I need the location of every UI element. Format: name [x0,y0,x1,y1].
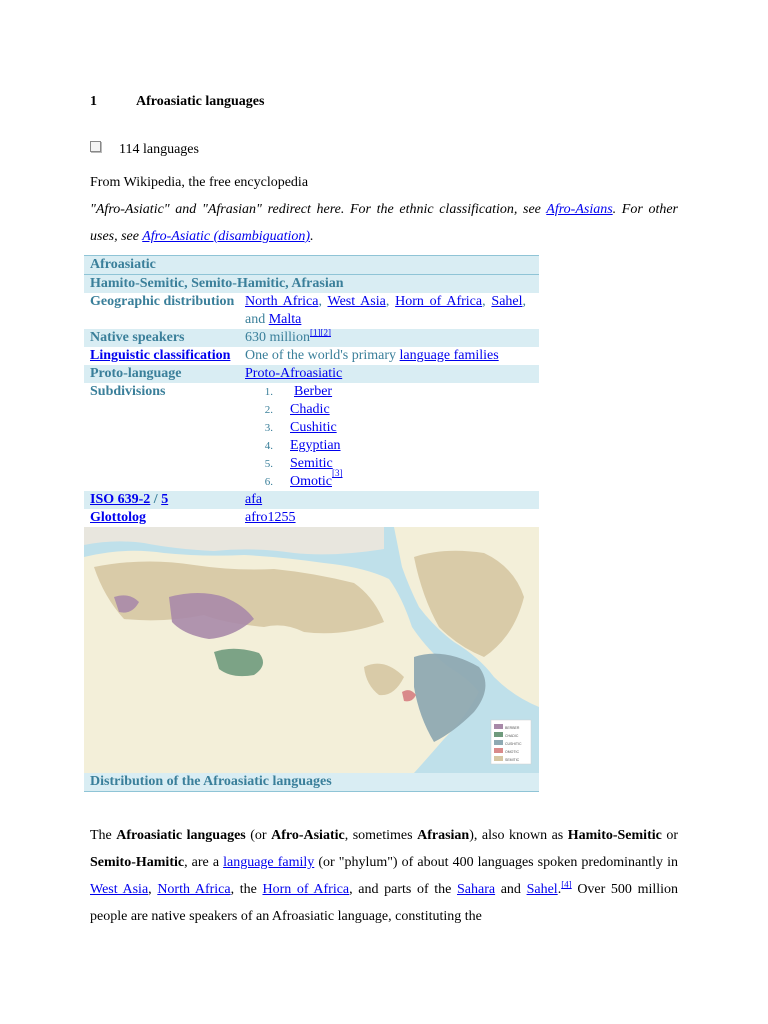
north-africa-link[interactable]: North Africa [245,294,319,309]
sep: , [385,294,396,309]
legend-label-berber: BERBER [505,726,520,730]
text: Over 500 million people are native speakers of an Afroasiatic language, constituting the [90,882,679,924]
speakers-label: Native speakers [90,330,185,345]
list-item [245,419,526,437]
language-family-link[interactable]: language family [223,855,315,870]
list-number: 3. [264,422,273,434]
list-item [245,383,526,401]
sahel-link[interactable]: Sahel [491,294,523,309]
legend-label-omotic: OMOTIC [505,750,519,754]
iso-639-2-link[interactable]: ISO 639-2 [90,492,151,507]
disambiguation-link[interactable]: Afro-Asiatic (disambiguation) [142,229,311,244]
hatnote-end: . [310,229,314,244]
iso-639-5-link[interactable]: 5 [161,492,169,507]
map-caption: Distribution of the Afroasiatic languages [84,773,539,792]
malta-link[interactable]: Malta [268,312,302,327]
sahel-body-link[interactable]: Sahel [526,882,558,897]
sep: , and [245,294,527,327]
lead-paragraph [90,822,678,930]
horn-of-africa-body-link[interactable]: Horn of Africa [262,882,350,897]
section-heading [90,94,264,110]
list-item [245,401,526,419]
proto-afroasiatic-link[interactable]: Proto-Afroasiatic [245,366,343,381]
map-image [84,527,539,773]
term-afroasiatic: Afroasiatic languages [116,828,246,843]
speakers-row [84,329,539,347]
text: , [148,882,158,897]
speakers-value [245,329,533,347]
classification-text: One of the world's primary [245,348,400,363]
glottolog-link[interactable]: Glottolog [90,510,146,525]
legend-label-chadic: CHADIC [505,734,519,738]
ref-4-link[interactable]: [4] [561,879,572,890]
proto-row [84,365,539,383]
infobox [84,255,539,792]
berber-link[interactable]: Berber [294,384,333,399]
legend-swatch-semitic [494,756,503,761]
text: . [557,882,562,897]
omotic-link[interactable]: Omotic [290,474,332,489]
text: or [661,828,679,843]
list-item [245,455,526,473]
iso-separator: / [150,492,162,507]
glottolog-label [84,509,245,527]
geo-value [245,293,533,329]
hatnote [90,196,678,250]
glottolog-code-link[interactable]: afro1255 [245,510,296,525]
text: , sometimes [344,828,418,843]
iso-label [84,491,245,509]
page-title: Afroasiatic languages [136,94,265,109]
sep: , [318,294,328,309]
source-line: From Wikipedia, the free encyclopedia [90,175,309,190]
afro-asians-link[interactable]: Afro-Asians [546,202,613,217]
text: , and parts of the [349,882,457,897]
text: ), also known as [469,828,568,843]
iso-value [245,491,533,509]
proto-label: Proto-language [90,366,182,381]
hatnote-text: "Afro-Asiatic" and "Afrasian" redirect here. For the ethnic classification, see [90,202,547,217]
iso-code-link[interactable]: afa [245,492,263,507]
languages-count: 114 languages [119,142,199,157]
north-africa-body-link[interactable]: North Africa [157,882,231,897]
legend-label-cushitic: CUSHITIC [505,742,522,746]
linguistic-classification-link[interactable]: Linguistic classification [90,348,231,363]
list-item [245,437,526,455]
text: The [90,828,117,843]
text: (or [245,828,272,843]
subdivisions-list [245,383,526,491]
term-semito-hamitic: Semito-Hamitic [90,855,185,870]
text: and [495,882,527,897]
classification-label [84,347,245,365]
glottolog-row [84,509,539,527]
west-asia-body-link[interactable]: West Asia [90,882,149,897]
languages-selector[interactable] [90,142,199,158]
term-hamito-semitic: Hamito-Semitic [567,828,662,843]
proto-value [245,365,533,383]
legend-swatch-cushitic [494,740,503,745]
sep: , [482,294,492,309]
infobox-title: Afroasiatic [90,257,156,272]
legend-swatch-berber [494,724,503,729]
term-afro-asiatic: Afro-Asiatic [271,828,345,843]
geo-row [84,293,539,329]
subdivisions-value [245,383,533,491]
classification-value [245,347,533,365]
list-item [245,468,526,491]
speakers-number: 630 million [245,330,310,345]
geo-label: Geographic distribution [90,294,235,309]
distribution-map[interactable] [84,527,539,773]
list-number: 5. [264,458,273,470]
semitic-link[interactable]: Semitic [290,456,333,471]
classification-row [84,347,539,365]
glottolog-value [245,509,533,527]
term-afrasian: Afrasian [417,828,470,843]
egyptian-link[interactable]: Egyptian [290,438,341,453]
sahara-link[interactable]: Sahara [457,882,496,897]
text: (or "phylum") of about 400 languages spoken predominantly in [314,855,679,870]
text: , the [230,882,263,897]
omotic-ref-link[interactable]: [3] [332,468,343,478]
speakers-ref-link[interactable]: [1][2] [309,327,331,338]
list-number: 1. [264,386,273,398]
section-number: 1 [90,94,97,109]
list-number: 2. [264,404,273,416]
hatnote-text-2: . For other uses, see [90,202,679,244]
infobox-alt-names-row [84,274,539,293]
list-number: 6. [264,476,273,488]
west-asia-link[interactable]: West Asia [327,294,386,309]
subdivisions-row [84,383,539,491]
cushitic-link[interactable]: Cushitic [290,420,337,435]
legend-swatch-omotic [494,748,503,753]
chadic-link[interactable]: Chadic [290,402,330,417]
subdivisions-label: Subdivisions [90,384,166,399]
infobox-title-row [84,256,539,274]
iso-row [84,491,539,509]
checkbox-icon [90,141,101,152]
language-families-link[interactable]: language families [399,348,499,363]
infobox-alt-names: Hamito-Semitic, Semito-Hamitic, Afrasian [90,276,344,291]
legend-label-semitic: SEMITIC [505,758,520,762]
legend-swatch-chadic [494,732,503,737]
text: , are a [184,855,224,870]
horn-of-africa-link[interactable]: Horn of Africa [395,294,483,309]
list-number: 4. [264,440,273,452]
